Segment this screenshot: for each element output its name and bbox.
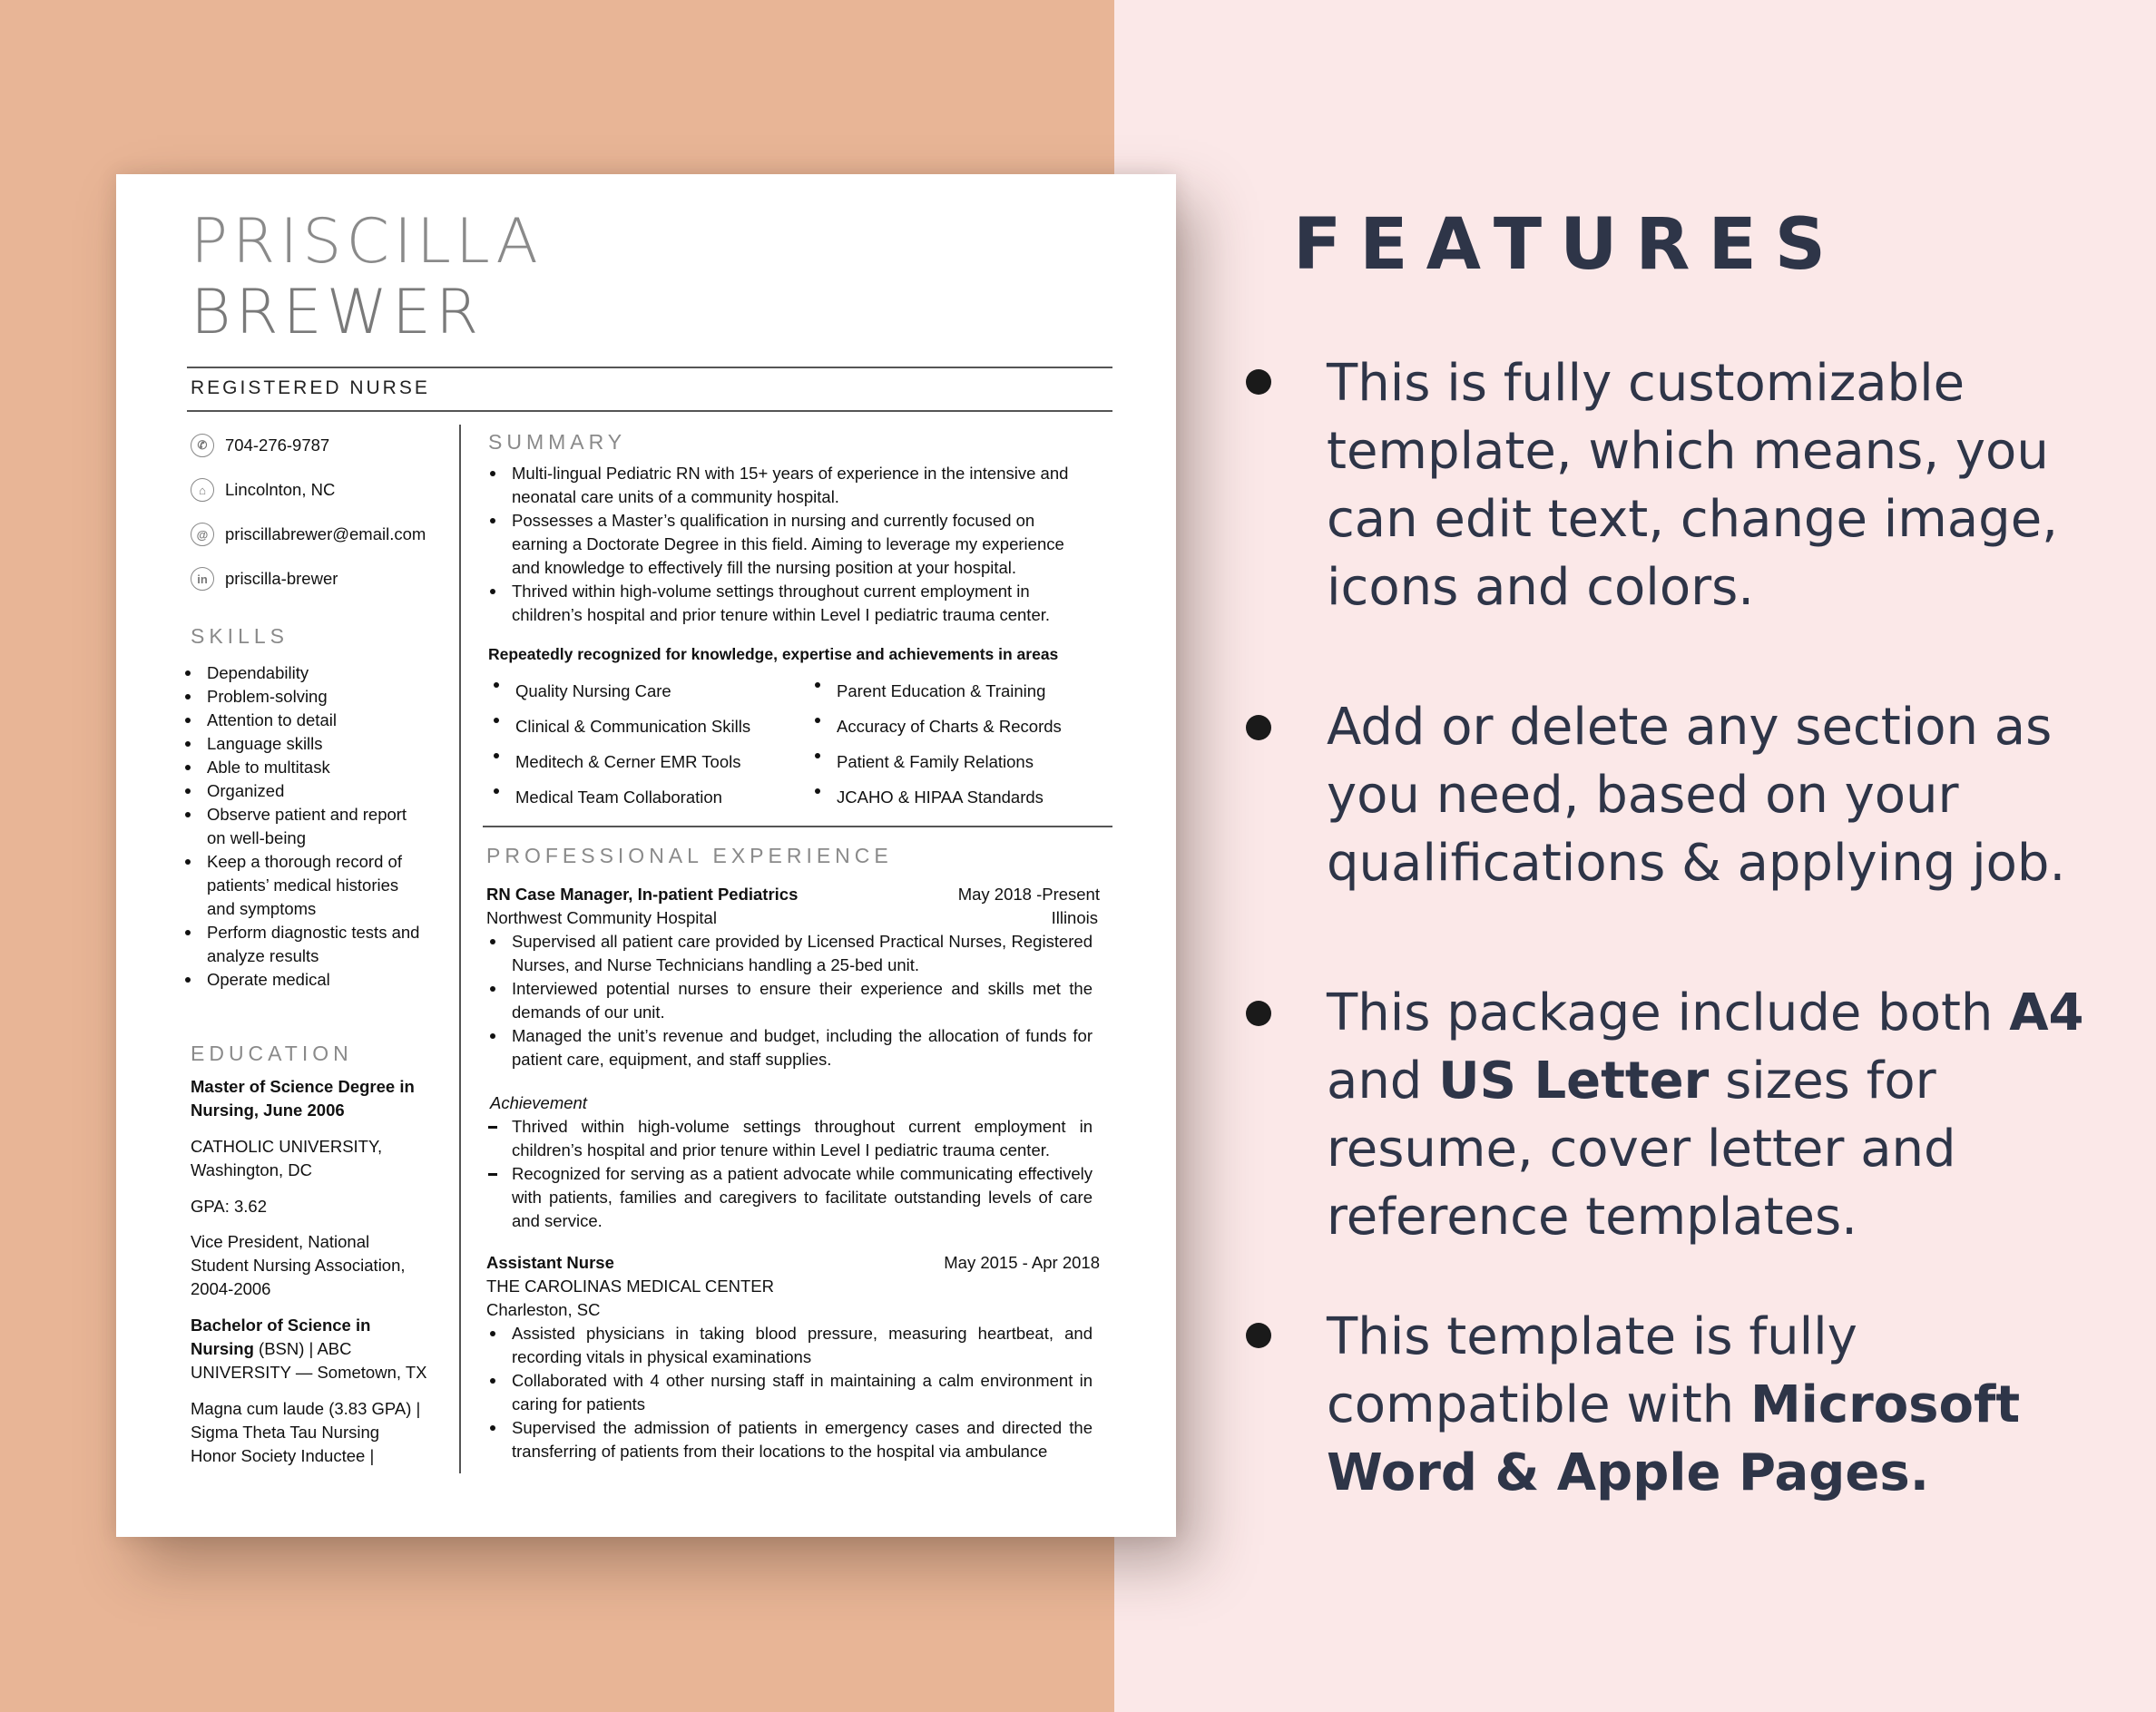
list-item: Able to multitask xyxy=(181,756,426,779)
list-item: Multi-lingual Pediatric RN with 15+ years of experience in the intensive and neonatal care units of a community hospital. xyxy=(486,462,1076,509)
list-item: Assisted physicians in taking blood pressure, measuring heartbeat, and recording vitals in physical examinations xyxy=(486,1322,1093,1369)
column-divider xyxy=(459,425,461,1473)
feature-text: This template is fully compatible with xyxy=(1327,1307,1857,1434)
edu1-school: CATHOLIC UNIVERSITY, Washington, DC xyxy=(191,1137,383,1179)
features-heading: FEATURES xyxy=(1293,204,1844,286)
recognized-text: Repeatedly recognized for knowledge, expertise and achievements in areas xyxy=(488,645,1059,663)
feature-bullet xyxy=(1246,369,1271,395)
list-item: Attention to detail xyxy=(181,709,426,732)
list-item: Keep a thorough record of patients’ medical histories and symptoms xyxy=(181,850,426,921)
skills-heading: SKILLS xyxy=(191,624,289,648)
edu2-note: Magna cum laude (3.83 GPA) | Sigma Theta Tau Nursing Honor Society Inductee | xyxy=(191,1399,421,1465)
edu1-gpa: GPA: 3.62 xyxy=(191,1197,267,1216)
list-item: Operate medical xyxy=(181,968,426,992)
job2-company: THE CAROLINAS MEDICAL CENTER xyxy=(486,1277,774,1296)
phone-icon: ✆ xyxy=(191,434,214,457)
feature-item-2: Add or delete any section as you need, based on your qualifications & applying job. xyxy=(1327,698,2066,893)
list-item: Recognized for serving as a patient advocate while communicating effectively with patients, families and caregivers to facilitate outstanding levels of care and service. xyxy=(486,1162,1093,1233)
list-item: Thrived within high-volume settings throughout current employment in children’s hospital and prior tenure within Level I pediatric trauma center. xyxy=(486,580,1076,627)
edu2-degree-rest: (BSN) | ABC UNIVERSITY — Sometown, TX xyxy=(191,1339,427,1382)
divider-role xyxy=(187,410,1112,412)
contact-text: priscillabrewer@email.com xyxy=(225,524,426,543)
feature-text: sizes for resume, cover letter and reference templates. xyxy=(1327,1052,1956,1247)
list-item: Thrived within high-volume settings throughout current employment in children’s hospital and prior tenure within Level I pediatric trauma center. xyxy=(486,1115,1093,1162)
contact-text: Lincolnton, NC xyxy=(225,480,336,499)
contact-phone xyxy=(191,434,329,457)
contact-text: 704-276-9787 xyxy=(225,435,330,455)
summary-list xyxy=(486,462,1076,627)
experience-heading: PROFESSIONAL EXPERIENCE xyxy=(486,844,893,867)
job2-bullets xyxy=(486,1322,1093,1463)
feature-bullet xyxy=(1246,1323,1271,1348)
contact-linkedin xyxy=(191,567,338,591)
job2-title: Assistant Nurse xyxy=(486,1253,614,1272)
contact-location xyxy=(191,478,335,502)
list-item: Observe patient and report on well-being xyxy=(181,803,426,850)
list-item: Parent Education & Training xyxy=(811,673,1102,709)
list-item: Problem-solving xyxy=(181,685,426,709)
job1-location: Illinois xyxy=(1051,908,1098,927)
first-name: PRISCILLA xyxy=(191,206,543,278)
education-heading: EDUCATION xyxy=(191,1042,353,1065)
email-icon: @ xyxy=(191,523,214,546)
feature-text: This package include both xyxy=(1327,983,2010,1042)
job1-company: Northwest Community Hospital xyxy=(486,908,717,927)
contact-text: priscilla-brewer xyxy=(225,569,338,588)
contact-email xyxy=(191,523,426,546)
list-item: Supervised all patient care provided by Licensed Practical Nurses, Registered Nurses, and Nurse Technicians handling a 25-bed unit. xyxy=(486,930,1093,977)
divider-top xyxy=(187,367,1112,368)
feature-highlight-us-letter: US Letter xyxy=(1438,1052,1710,1110)
list-item: JCAHO & HIPAA Standards xyxy=(811,779,1102,815)
list-item: Language skills xyxy=(181,732,426,756)
list-item: Accuracy of Charts & Records xyxy=(811,709,1102,744)
list-item: Patient & Family Relations xyxy=(811,744,1102,779)
list-item: Quality Nursing Care xyxy=(490,673,799,709)
summary-heading: SUMMARY xyxy=(488,430,627,454)
feature-item-3 xyxy=(1327,979,2125,1251)
edu1-note: Vice President, National Student Nursing Association, 2004-2006 xyxy=(191,1232,406,1298)
list-item: Dependability xyxy=(181,661,426,685)
list-item: Medical Team Collaboration xyxy=(490,779,799,815)
list-item: Perform diagnostic tests and analyze results xyxy=(181,921,426,968)
list-item: Collaborated with 4 other nursing staff in maintaining a calm environment in caring for patients xyxy=(486,1369,1093,1416)
feature-highlight-apps: Microsoft Word & Apple Pages. xyxy=(1327,1375,2021,1502)
feature-item-4 xyxy=(1327,1303,2125,1507)
resume-preview xyxy=(116,174,1176,1537)
list-item: Managed the unit’s revenue and budget, including the allocation of funds for patient care, equipment, and staff supplies. xyxy=(486,1024,1093,1071)
skills-list xyxy=(181,661,426,992)
job2-location: Charleston, SC xyxy=(486,1300,601,1319)
edu2-degree-bold: Bachelor of Science in Nursing xyxy=(191,1316,371,1358)
job2-date: May 2015 - Apr 2018 xyxy=(944,1253,1100,1272)
list-item: Meditech & Cerner EMR Tools xyxy=(490,744,799,779)
areas-left-list xyxy=(490,673,799,815)
feature-text: and xyxy=(1327,1052,1439,1110)
list-item: Supervised the admission of patients in emergency cases and directed the transferring of patients from their locations to the hospital via ambulance xyxy=(486,1416,1093,1463)
role-title: REGISTERED NURSE xyxy=(191,377,430,398)
list-item: Clinical & Communication Skills xyxy=(490,709,799,744)
home-icon: ⌂ xyxy=(191,478,214,502)
last-name: BREWER xyxy=(191,277,484,348)
linkedin-icon: in xyxy=(191,567,214,591)
job1-title: RN Case Manager, In-patient Pediatrics xyxy=(486,885,799,904)
divider-experience xyxy=(483,826,1112,827)
list-item: Interviewed potential nurses to ensure their experience and skills met the demands of our unit. xyxy=(486,977,1093,1024)
feature-item-1: This is fully customizable template, which means, you can edit text, change image, icons and colors. xyxy=(1327,354,2058,617)
achievement-list xyxy=(486,1115,1093,1233)
feature-bullet xyxy=(1246,1001,1271,1026)
list-item: Organized xyxy=(181,779,426,803)
resume-name xyxy=(191,207,543,348)
feature-highlight-a4: A4 xyxy=(2009,983,2084,1042)
edu1-degree: Master of Science Degree in Nursing, June 2006 xyxy=(191,1077,415,1120)
feature-bullet xyxy=(1246,715,1271,740)
list-item: Possesses a Master’s qualification in nursing and currently focused on earning a Doctorate Degree in this field. Aiming to leverage my experience and knowledge to effectively fill the nursing position at your hospital. xyxy=(486,509,1076,580)
job1-date: May 2018 -Present xyxy=(957,885,1100,904)
job1-bullets xyxy=(486,930,1093,1071)
edu2-degree xyxy=(191,1314,436,1384)
achievement-label: Achievement xyxy=(490,1093,587,1112)
areas-right-list xyxy=(811,673,1102,815)
